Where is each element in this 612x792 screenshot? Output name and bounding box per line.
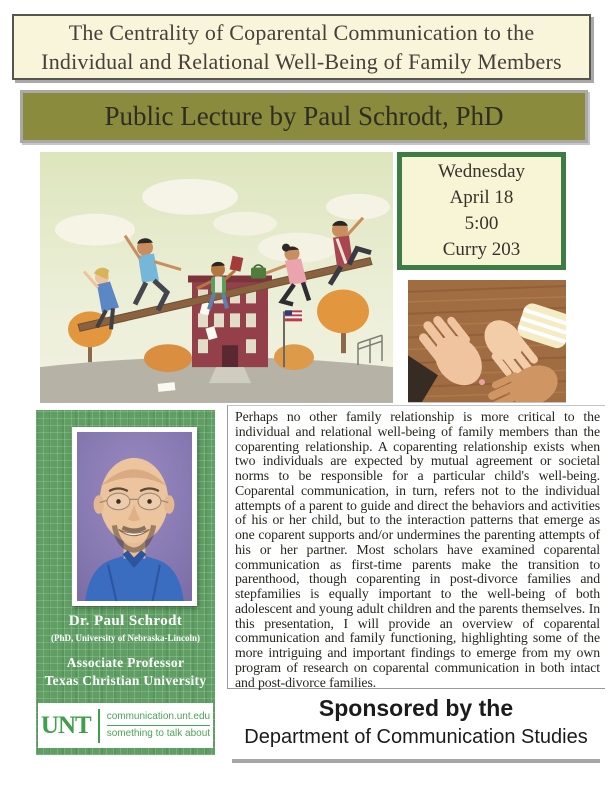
unt-logo-strip [38,703,213,748]
abstract-column [227,405,605,763]
event-location: Curry 203 [442,239,521,260]
speaker-name: Dr. Paul Schrodt [68,613,183,629]
paul-schrodt-portrait [77,432,192,601]
unt-tagline: something to talk about [106,728,211,739]
speaker-role-line1: Associate Professor [66,655,185,670]
speaker-photo-frame [72,427,197,606]
sponsor-line1: Sponsored by the [318,695,514,721]
sponsor-block [227,689,605,763]
family-seesaw-illustration-svg [40,152,393,402]
stacked-hands-photo [408,280,566,403]
stacked-hands-photo-svg [408,280,566,402]
lecture-abstract: Perhaps no other family relationship is more critical to the individual and relational well-being of family members than the coparenting relationship. A coparenting relationship exists when two individuals are expected by mutual agreement or societal norms to be responsible for a particular child's well-being. Coparental communication, in turn, refers not to the individual attempts of a parent to guide and direct the behaviors and activities of his or her child, but to the interaction patterns that emerge as one coparent supports and/or undermines the parenting attempts of his or her partner. Most scholars have examined coparental communication as first-time parents make the transition to parenthood, though coparenting in post-divorce families and stepfamilies is equally important to the well-being of both adolescent and young adult children and the parents themselves. In this presentation, I will provide an overview of coparental communication and family functioning, highlighting some of the more intriguing and important findings to emerge from my own program of research on coparental communication in both intact and post-divorce families. [227,405,605,689]
speaker-role-line2: Texas Christian University [44,673,207,688]
unt-logo-text [107,711,210,740]
event-details-box [397,152,566,270]
unt-rule [107,725,210,726]
unt-logo: UNT [40,711,91,739]
flyer-title-line1: The Centrality of Coparental Communication to the [68,20,535,45]
sponsor-line2: Department of Communication Studies [244,726,588,748]
flyer-title-box [12,14,591,80]
speaker-panel [36,410,215,755]
event-time: 5:00 [464,213,499,234]
family-seesaw-illustration [40,152,393,403]
sponsor-divider-bar [232,759,600,763]
unt-url: communication.unt.edu [106,711,211,722]
speaker-credential: (PhD, University of Nebraska-Lincoln) [51,633,200,643]
unt-logo-divider [98,709,100,743]
lecture-banner [20,90,588,143]
event-day: Wednesday [437,161,526,182]
event-date: April 18 [449,187,514,208]
flyer-title-line2: Individual and Relational Well-Being of Family Members [41,49,562,74]
lecture-banner-text: Public Lecture by Paul Schrodt, PhD [104,101,504,131]
